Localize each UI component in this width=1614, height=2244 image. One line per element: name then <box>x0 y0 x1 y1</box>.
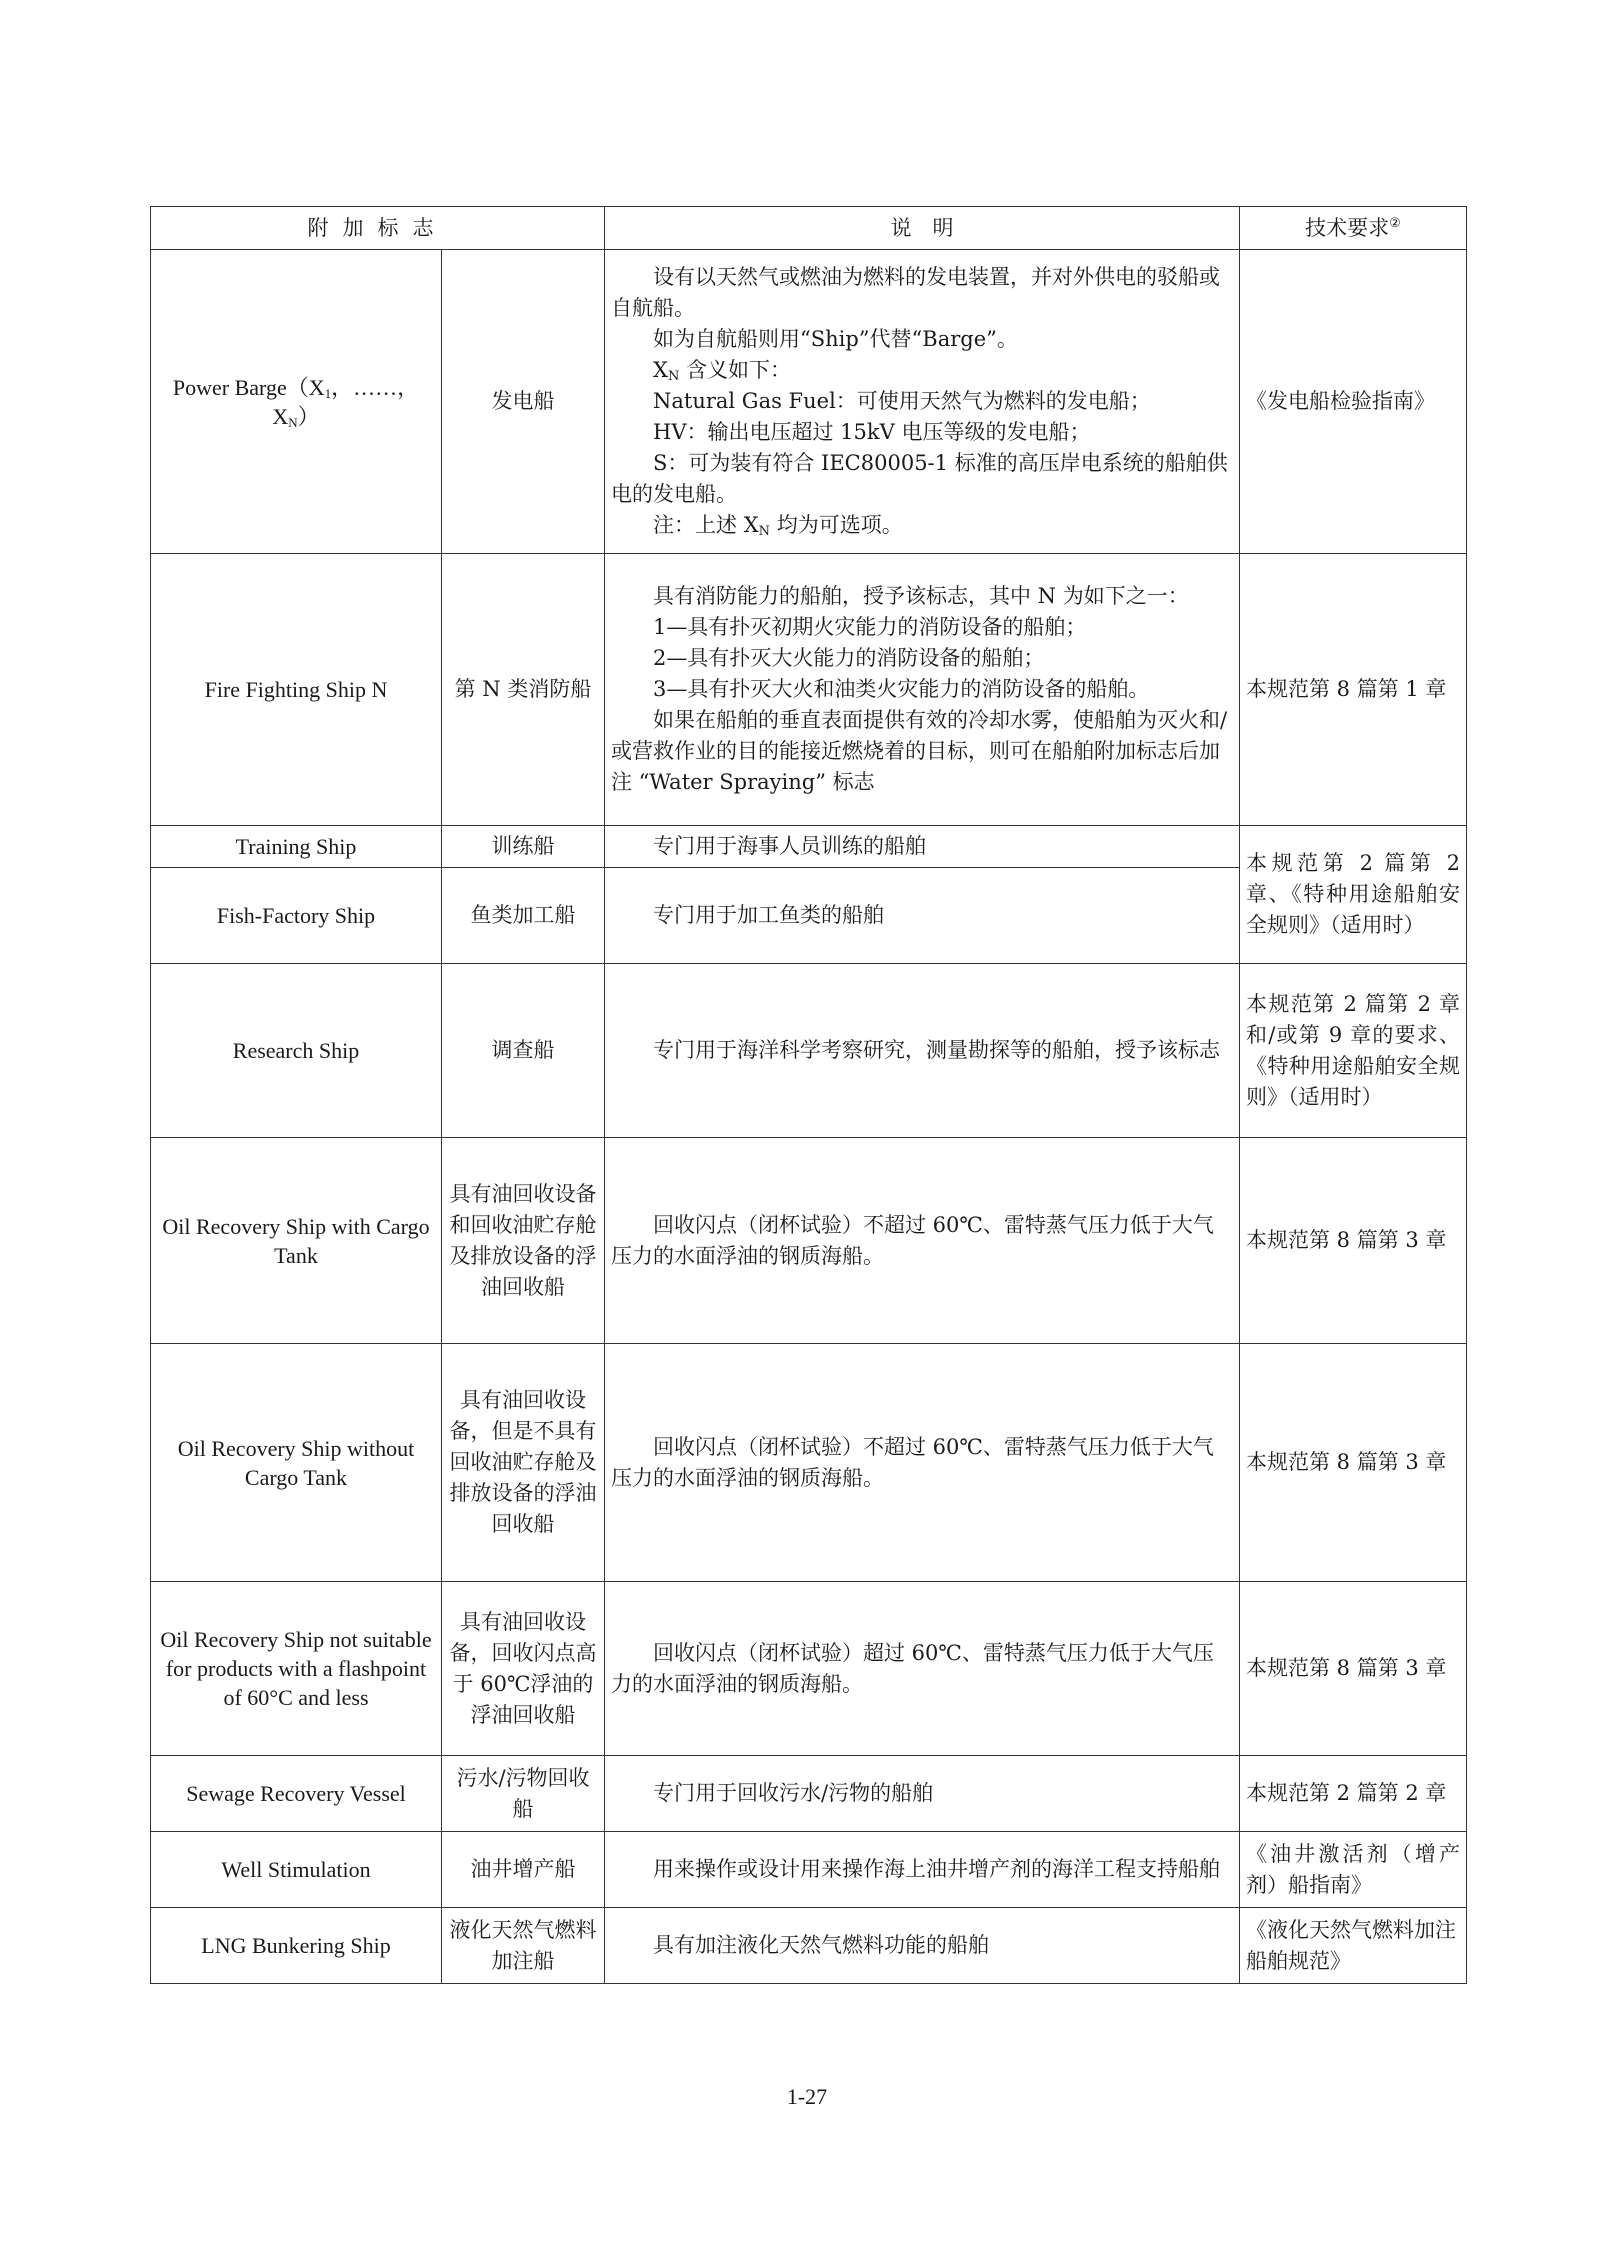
table-row <box>151 1582 1467 1756</box>
notation-requirement: 本规范第 8 篇第 3 章 <box>1240 1344 1467 1582</box>
notation-english: Power $Barge(X_1$，……， $X_N$） <box>151 250 442 554</box>
notation-description: 专门用于回收污水/污物的船舶 <box>605 1756 1240 1832</box>
notation-description: 设有以天然气或燃油为燃料的发电装置，并对外供电的驳船或自航船。 如为自航船则用“Ship”代替“Barge”。 $X_N$ 含义如下： Natural Gas Fuel：可使用天然气为燃料的发电船； HV：输出电压超过 15kV 电压等级的发电船； S：可为装有符合 IEC80005-1 标准的高压岸电系统的船舶供电的发电船。 注：上述 $X_N$ 均为可选项。 <box>605 250 1240 554</box>
notation-requirement: 本规范第 8 篇第 3 章 <box>1240 1138 1467 1344</box>
header-requirements: 技术要求② <box>1240 207 1467 250</box>
notation-english: Research Ship <box>151 964 442 1138</box>
notation-chinese: 调查船 <box>442 964 605 1138</box>
table-header-row <box>151 207 1467 250</box>
notation-english: Oil Recovery Ship not suitable for products with a flashpoint of 60°C and less <box>151 1582 442 1756</box>
page-number: 1-27 <box>786 2084 828 2109</box>
notation-english: Oil Recovery Ship with Cargo Tank <box>151 1138 442 1344</box>
notation-chinese: 具有油回收设备，回收闪点高于 60℃浮油的浮油回收船 <box>442 1582 605 1756</box>
notation-description: 回收闪点（闭杯试验）不超过 60℃、雷特蒸气压力低于大气压力的水面浮油的钢质海船。 <box>605 1344 1240 1582</box>
notation-requirement: 本规范第 2 篇第 2 章 <box>1240 1756 1467 1832</box>
table-row <box>151 1344 1467 1582</box>
notation-description: 回收闪点（闭杯试验）不超过 60℃、雷特蒸气压力低于大气压力的水面浮油的钢质海船。 <box>605 1138 1240 1344</box>
notation-requirement: 本规范第 2 篇第 2 章、《特种用途船舶安全规则》（适用时） <box>1240 826 1467 964</box>
notation-requirement: 《液化天然气燃料加注船舶规范》 <box>1240 1908 1467 1984</box>
notation-requirement: 《油井激活剂（增产剂）船指南》 <box>1240 1832 1467 1908</box>
notation-english: Fire Fighting Ship N <box>151 554 442 826</box>
notation-requirement: 本规范第 2 篇第 2 章和/或第 9 章的要求、《特种用途船舶安全规则》（适用时） <box>1240 964 1467 1138</box>
notation-english: LNG Bunkering Ship <box>151 1908 442 1984</box>
notation-chinese: 具有油回收设备，但是不具有回收油贮存舱及排放设备的浮油回收船 <box>442 1344 605 1582</box>
table-row <box>151 250 1467 554</box>
notation-chinese: 训练船 <box>442 826 605 868</box>
notation-description: 具有加注液化天然气燃料功能的船舶 <box>605 1908 1240 1984</box>
header-notation: 附加标志 <box>151 207 605 250</box>
notation-english: Well Stimulation <box>151 1832 442 1908</box>
notation-chinese: 污水/污物回收船 <box>442 1756 605 1832</box>
table-row <box>151 1908 1467 1984</box>
notation-chinese: 液化天然气燃料加注船 <box>442 1908 605 1984</box>
notation-english: Training Ship <box>151 826 442 868</box>
notation-description: 专门用于加工鱼类的船舶 <box>605 868 1240 964</box>
table-row <box>151 964 1467 1138</box>
footnote-marker: ② <box>1389 215 1401 231</box>
notation-chinese: 油井增产船 <box>442 1832 605 1908</box>
table-row <box>151 826 1467 868</box>
notation-chinese: 鱼类加工船 <box>442 868 605 964</box>
notation-english: Oil Recovery Ship without Cargo Tank <box>151 1344 442 1582</box>
notation-description: 回收闪点（闭杯试验）超过 60℃、雷特蒸气压力低于大气压力的水面浮油的钢质海船。 <box>605 1582 1240 1756</box>
notation-requirement: 本规范第 8 篇第 3 章 <box>1240 1582 1467 1756</box>
notation-requirement: 本规范第 8 篇第 1 章 <box>1240 554 1467 826</box>
table-row <box>151 1138 1467 1344</box>
table-row <box>151 1832 1467 1908</box>
table-row <box>151 554 1467 826</box>
notation-description: 具有消防能力的船舶，授予该标志，其中 N 为如下之一： 1—具有扑灭初期火灾能力的消防设备的船舶； 2—具有扑灭大火能力的消防设备的船舶； 3—具有扑灭大火和油类火灾能力的消防设备的船舶。 如果在船舶的垂直表面提供有效的冷却水雾，使船舶为灭火和/或营救作业的目的能接近燃烧着的目标，则可在船舶附加标志后加注 “Water Spraying” 标志 <box>605 554 1240 826</box>
notation-requirement: 《发电船检验指南》 <box>1240 250 1467 554</box>
notation-chinese: 发电船 <box>442 250 605 554</box>
notation-table <box>150 206 1467 1984</box>
notation-chinese: 第 N 类消防船 <box>442 554 605 826</box>
notation-description: 专门用于海洋科学考察研究，测量勘探等的船舶，授予该标志 <box>605 964 1240 1138</box>
notation-description: 专门用于海事人员训练的船舶 <box>605 826 1240 868</box>
table-row <box>151 1756 1467 1832</box>
notation-description: 用来操作或设计用来操作海上油井增产剂的海洋工程支持船舶 <box>605 1832 1240 1908</box>
notation-chinese: 具有油回收设备和回收油贮存舱及排放设备的浮油回收船 <box>442 1138 605 1344</box>
header-description: 说 明 <box>605 207 1240 250</box>
notation-english: Sewage Recovery Vessel <box>151 1756 442 1832</box>
notation-english: Fish-Factory Ship <box>151 868 442 964</box>
